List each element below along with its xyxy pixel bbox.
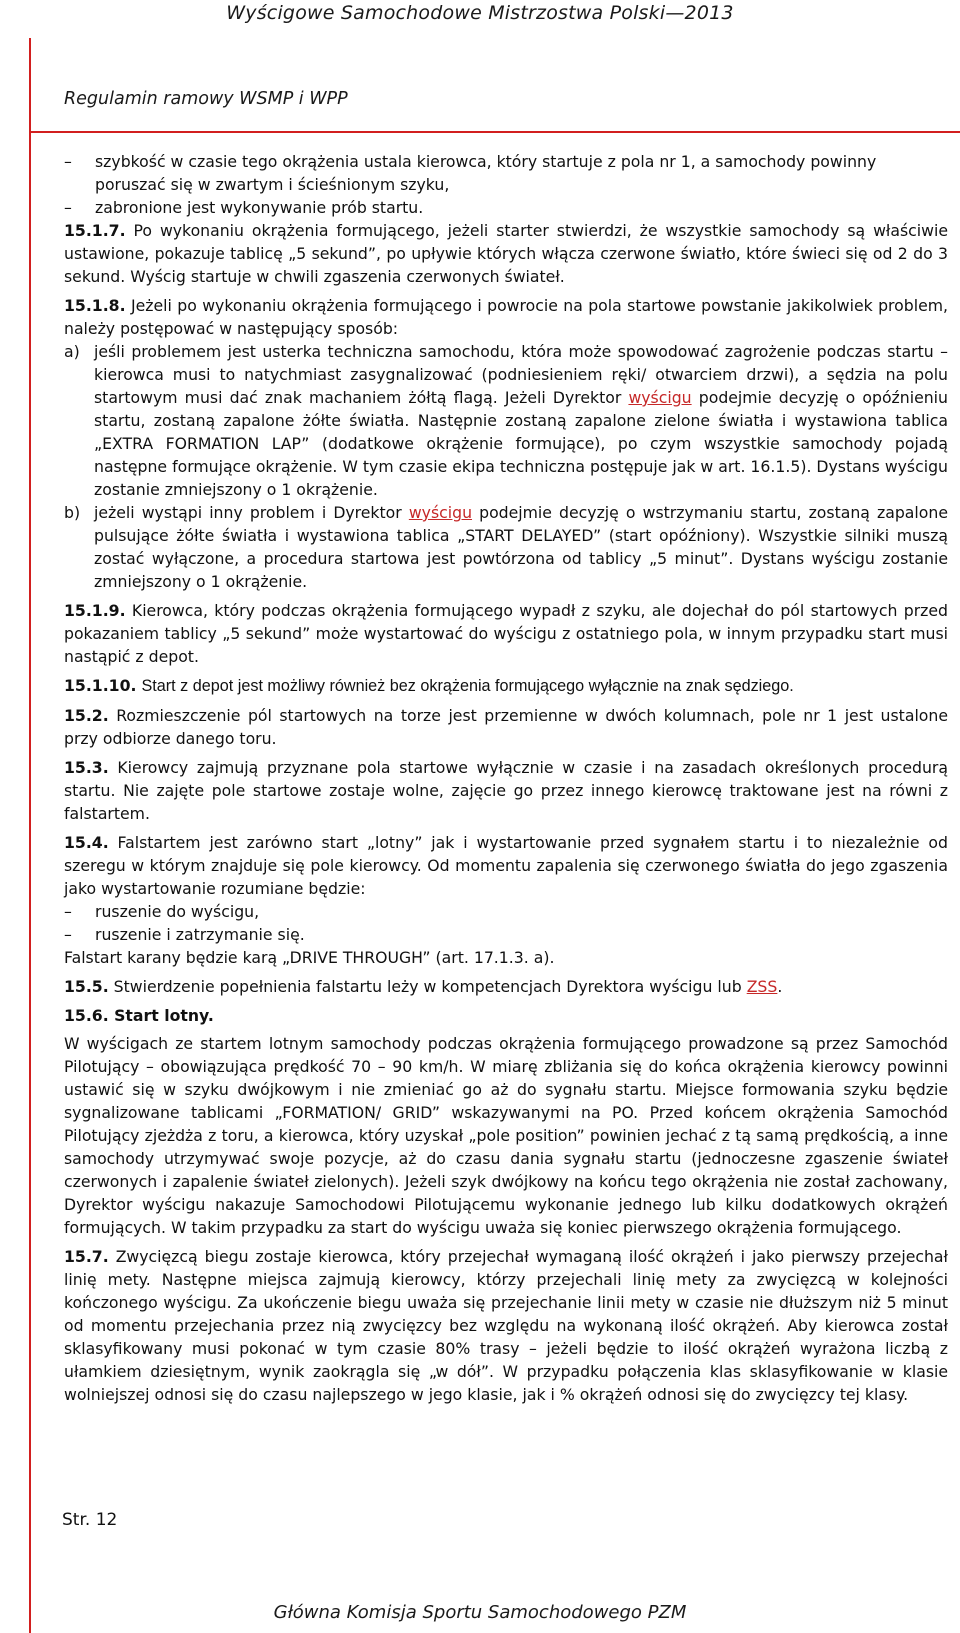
wyscigu-link[interactable]: wyścigu [408,503,473,522]
paragraph-text: Stwierdzenie popełnienia falstartu leży w kompetencjach Dyrektora wyścigu lub [113,977,742,996]
paragraph-15-1-7 [64,219,948,288]
paragraph-text: Falstartem jest zarówno start „lotny” jak i wystartowanie przed sygnałem startu i to niezależnie od szeregu w którym znajduje się pole kierowcy. Od momentu zapalenia się czerwonego światła do jego zgaszenia jako wystartowanie rozumiane będzie: [64,833,948,898]
list-label: b) [64,503,81,522]
section-number: 15.7. [64,1247,109,1266]
document-footer: Główna Komisja Sportu Samochodowego PZM [273,1602,687,1623]
bullet-item: – ruszenie do wyścigu, [64,900,948,923]
list-item-b [64,501,948,593]
paragraph-text: Kierowcy zajmują przyznane pola startowe wyłącznie w czasie i na zasadach określonych procedurą startu. Nie zajęte pole startowe zostaje wolne, zajęcie go przez innego kierowcę traktowane jest na równi z falstartem. [64,758,948,823]
section-number: 15.5. [64,977,109,996]
paragraph-text: Jeżeli po wykonaniu okrążenia formującego i powrocie na pola startowe powstanie jakikolwiek problem, należy postępować w następujący sposób: [64,296,948,338]
list-text: jeśli problemem jest usterka techniczna samochodu, która może spowodować zagrożenie podczas startu – kierowca musi to natychmiast zasygnalizować (podniesieniem ręki/ otwarciem drzwi), a sędzia na polu startowym musi dać znak machaniem żółtą flagą. Jeżeli Dyrektor [94,342,948,407]
paragraph-15-4 [64,831,948,900]
paragraph-text: Zwycięzcą biegu zostaje kierowca, który przejechał wymaganą ilość okrążeń i jako pierwszy przejechał linię mety. Następne miejsca zajmują kierowcy, którzy przejechali linię mety za zwycięzcą w kolejności kończonego wyścigu. Za ukończenie biegu uważa się przejechanie linii mety w czasie nie dłuższym niż 5 minut od momentu przejechania przez nią zwycięzcy bez względu na wykonaną ilość okrążeń. Aby kierowca został sklasyfikowany musi pokonać w tym czasie 80% trasy – jeżeli będzie to ilość okrążeń wyrażona liczbą z ułamkiem dziesiętnym, wynik zaokrągla się „w dół”. W przypadku połączenia klas sklasyfikowanie w klasie wolniejszej odnosi się do czasu najlepszego w jego klasie, jak i % okrążeń odnosi się do zwycięzcy tej klasy. [64,1247,948,1404]
list-text: podejmie decyzję o wstrzymaniu startu, zostaną zapalone pulsujące żółte światła i wystawiona tablica „START DELAYED” (start opóźniony). Wszystkie silniki muszą zostać wyłączone, a procedura startowa jest powtórzona od tablicy „5 minut”. Dystans wyścigu zostanie zmniejszony o 1 okrążenie. [94,503,948,591]
paragraph-15-2 [64,704,948,750]
section-number: 15.2. [64,706,109,725]
paragraph-15-5 [64,975,948,998]
zss-link[interactable]: ZSS [746,977,778,996]
paragraph-text: Po wykonaniu okrążenia formującego, jeżeli starter stwierdzi, że wszystkie samochody są właściwie ustawione, pokazuje tablicę „5 sekund”, po upływie których włącza czerwone światło, które świeci się od 2 do 3 sekund. Wyścig startuje w chwili zgaszenia czerwonych świateł. [64,221,948,286]
falstart-penalty: Falstart karany będzie karą „DRIVE THROUGH” (art. 17.1.3. a). [64,948,555,967]
section-number: 15.1.10. [64,676,137,695]
section-number: 15.1.7. [64,221,126,240]
section-heading [64,1004,948,1027]
margin-rule-horizontal [29,131,960,133]
paragraph-15-7 [64,1245,948,1406]
document-subtitle: Regulamin ramowy WSMP i WPP [64,89,348,109]
list-label: a) [64,342,80,361]
paragraph-15-1-8 [64,294,948,340]
paragraph-15-1-9 [64,599,948,668]
paragraph-15-1-10 [64,674,948,698]
document-body [64,150,948,1406]
wyscigu-link[interactable]: wyścigu [628,388,692,407]
list-item-a [64,340,948,501]
bullet-item: – zabronione jest wykonywanie prób startu. [64,196,948,219]
section-number: 15.1.8. [64,296,126,315]
paragraph-15-6: W wyścigach ze startem lotnym samochody podczas okrążenia formującego prowadzone są przez Samochód Pilotujący – obowiązująca prędkość 70 – 90 km/h. W miarę zbliżania się do końca okrążenia kierowcy powinni ustawić się w szyku dwójkowym i nie zmieniać go aż do sygnału startu. Miejsce formowania szyku będzie sygnalizowane tablicami „FORMATION/ GRID” wskazywanymi na PO. Przed końcem okrążenia Samochód Pilotujący zjeżdża z toru, a kierowca, który uzyskał „pole position” powinien jechać z tą samą prędkością, a inne samochody utrzymywać swoje pozycje, aż do czasu dania sygnału startu (jednoczesne zgaszenie świateł czerwonych i zapalenie świateł zielonych). Jeżeli szyk dwójkowy na końcu tego okrążenia nie został zachowany, Dyrektor wyścigu nakazuje Samochodowi Pilotującemu wykonanie jednego lub kilku dodatkowych okrążeń formujących. W takim przypadku za start do wyścigu uważa się koniec pierwszego okrążenia formującego. [64,1034,948,1237]
list-text: jeżeli wystąpi inny problem i Dyrektor [94,503,402,522]
section-number: 15.4. [64,833,109,852]
margin-rule-vertical [29,38,31,1633]
paragraph-text: Rozmieszczenie pól startowych na torze jest przemienne w dwóch kolumnach, pole nr 1 jest ustalone przy odbiorze danego toru. [64,706,948,748]
section-number: 15.1.9. [64,601,126,620]
paragraph-15-3 [64,756,948,825]
document-header-title: Wyścigowe Samochodowe Mistrzostwa Polski—2013 [226,2,734,24]
paragraph-end: . [777,977,783,996]
bullet-item: – ruszenie i zatrzymanie się. [64,923,948,946]
paragraph-text: Kierowca, który podczas okrążenia formującego wypadł z szyku, ale dojechał do pól startowych przed pokazaniem tablicy „5 sekund” może wystartować do wyścigu z ostatniego pola, w innym przypadku start musi nastąpić z depot. [64,601,948,666]
bullet-item: – szybkość w czasie tego okrążenia ustala kierowca, który startuje z pola nr 1, a samochody powinny poruszać się w zwartym i ścieśnionym szyku, [64,150,948,196]
list-text: podejmie decyzję o opóźnieniu startu, zostaną zapalone żółte światła. Następnie zostaną zapalone zielone światła i wystawiona tablica „EXTRA FORMATION LAP” (dodatkowe okrążenie formujące), po czym wszystkie samochody pojadą następne formujące okrążenie. W tym czasie ekipa techniczna postępuje jak w art. 16.1.5). Dystans wyścigu zostanie zmniejszony o 1 okrążenie. [94,388,948,499]
page-number: Str. 12 [62,1510,118,1530]
paragraph-text: Start z depot jest możliwy również bez okrążenia formującego wyłącznie na znak sędziego. [141,677,794,695]
section-number: 15.3. [64,758,109,777]
section-heading-text: 15.6. Start lotny. [64,1006,214,1025]
